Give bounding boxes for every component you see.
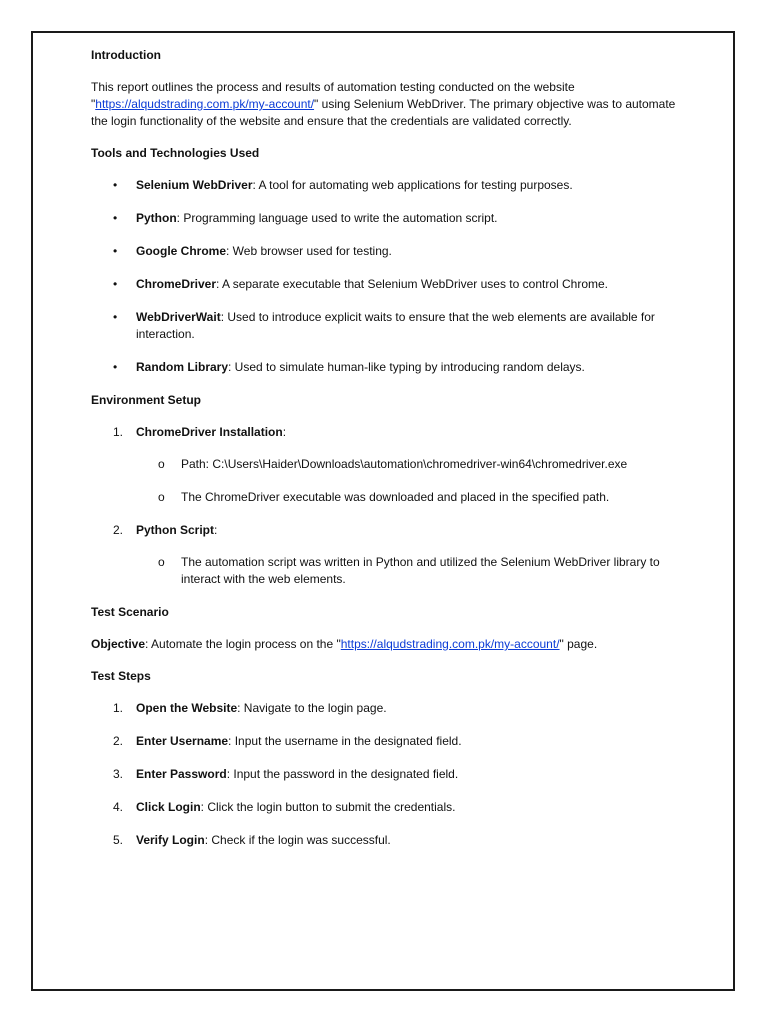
objective-label: Objective — [91, 637, 146, 651]
objective-text-before: : Automate the login process on the " — [145, 637, 341, 651]
step-number: 4. — [113, 800, 124, 814]
sub-bullet-marker: o — [158, 457, 165, 471]
bullet-marker: • — [113, 244, 118, 258]
bullet-marker: • — [113, 277, 118, 291]
tool-term: ChromeDriver — [136, 277, 217, 291]
tool-desc: : Programming language used to write the automation script. — [176, 211, 498, 225]
env-substep — [136, 456, 681, 473]
test-step-term: Verify Login — [136, 833, 205, 847]
objective-text-after: " page. — [559, 637, 598, 651]
heading-introduction: Introduction — [91, 48, 161, 62]
tools-list — [91, 177, 681, 376]
test-step — [91, 733, 681, 750]
env-substeps — [136, 456, 681, 506]
env-step-colon: : — [282, 425, 287, 439]
tools-list-item — [91, 276, 681, 293]
step-number: 1. — [113, 425, 124, 439]
env-substep-text: The automation script was written in Python and utilized the Selenium WebDriver library to interact with the web elements. — [181, 555, 660, 586]
tools-list-item — [91, 177, 681, 194]
test-step-desc: : Input the username in the designated field. — [228, 734, 462, 748]
tools-list-item — [91, 309, 681, 343]
env-substep-text: Path: C:\Users\Haider\Downloads\automation\chromedriver-win64\chromedriver.exe — [181, 457, 628, 471]
env-step-term: ChromeDriver Installation — [136, 425, 283, 439]
tool-desc: : A separate executable that Selenium WebDriver uses to control Chrome. — [216, 277, 609, 291]
env-substep — [136, 554, 681, 588]
objective-website-link[interactable]: https://alqudstrading.com.pk/my-account/ — [340, 637, 560, 651]
intro-website-link[interactable]: https://alqudstrading.com.pk/my-account/ — [95, 97, 315, 111]
tool-term: Python — [136, 211, 177, 225]
heading-test-steps: Test Steps — [91, 669, 151, 683]
test-steps-list — [91, 700, 681, 849]
step-number: 2. — [113, 523, 124, 537]
document-content — [91, 47, 681, 865]
heading-tools: Tools and Technologies Used — [91, 146, 260, 160]
env-step-term: Python Script — [136, 523, 215, 537]
bullet-marker: • — [113, 310, 118, 324]
step-number: 3. — [113, 767, 124, 781]
step-number: 5. — [113, 833, 124, 847]
tools-list-item — [91, 243, 681, 260]
test-step — [91, 799, 681, 816]
test-step-term: Click Login — [136, 800, 201, 814]
test-step — [91, 700, 681, 717]
tool-desc: : Used to simulate human-like typing by introducing random delays. — [228, 360, 585, 374]
test-step-desc: : Click the login button to submit the credentials. — [200, 800, 456, 814]
test-step-desc: : Input the password in the designated field. — [226, 767, 459, 781]
sub-bullet-marker: o — [158, 490, 165, 504]
tool-term: WebDriverWait — [136, 310, 221, 324]
tool-desc: : A tool for automating web applications for testing purposes. — [252, 178, 573, 192]
test-step — [91, 832, 681, 849]
env-step — [91, 424, 681, 506]
env-step-colon: : — [214, 523, 218, 537]
heading-environment-setup: Environment Setup — [91, 393, 202, 407]
bullet-marker: • — [113, 211, 118, 225]
document-page — [31, 31, 735, 991]
bullet-marker: • — [113, 360, 118, 374]
test-step — [91, 766, 681, 783]
test-step-term: Open the Website — [136, 701, 238, 715]
objective-paragraph — [91, 636, 681, 653]
test-step-term: Enter Password — [136, 767, 227, 781]
test-step-term: Enter Username — [136, 734, 229, 748]
tool-desc: : Web browser used for testing. — [226, 244, 392, 258]
env-substep — [136, 489, 681, 506]
intro-paragraph — [91, 79, 681, 130]
bullet-marker: • — [113, 178, 118, 192]
env-substeps — [136, 554, 681, 588]
tool-desc: : Used to introduce explicit waits to ensure that the web elements are available for interaction. — [136, 310, 655, 341]
intro-text-before: This report outlines the process and results of automation testing conducted on the website " — [91, 80, 575, 111]
tools-list-item — [91, 359, 681, 376]
step-number: 1. — [113, 701, 124, 715]
tools-list-item — [91, 210, 681, 227]
tool-term: Google Chrome — [136, 244, 227, 258]
sub-bullet-marker: o — [158, 555, 165, 569]
intro-text-after: " using Selenium WebDriver. The primary objective was to automate the login functionality of the website and ensure that the credentials are validated correctly. — [91, 97, 676, 128]
heading-test-scenario: Test Scenario — [91, 605, 169, 619]
tool-term: Selenium WebDriver — [136, 178, 253, 192]
tool-term: Random Library — [136, 360, 229, 374]
test-step-desc: : Check if the login was successful. — [204, 833, 391, 847]
env-step — [91, 522, 681, 588]
environment-steps — [91, 424, 681, 588]
step-number: 2. — [113, 734, 124, 748]
test-step-desc: : Navigate to the login page. — [237, 701, 387, 715]
env-substep-text: The ChromeDriver executable was downloaded and placed in the specified path. — [181, 490, 610, 504]
